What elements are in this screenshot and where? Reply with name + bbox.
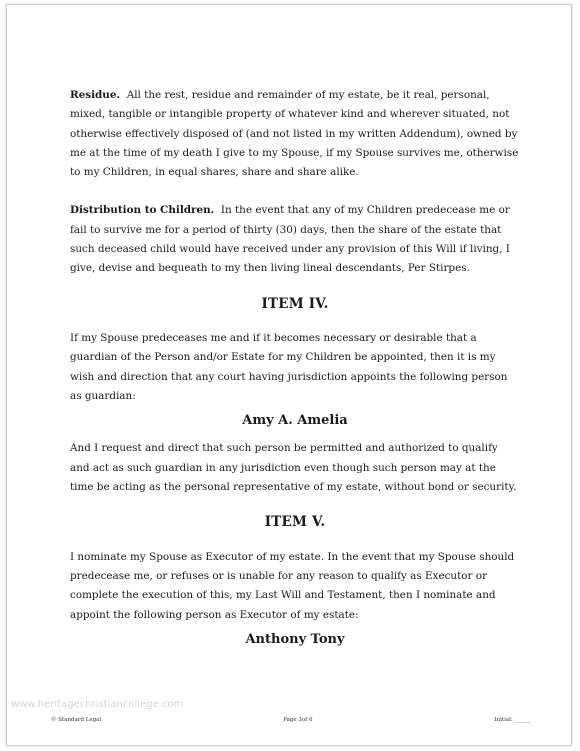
guardian-authority-paragraph: And I request and direct that such person be permitted and authorized to qualify and act as such guardian in any jurisdiction even though such person may at the time be acting as the personal representative of my estate, without bond or security. [70, 442, 517, 494]
guardian-paragraph: If my Spouse predeceases me and if it becomes necessary or desirable that a guardian of the Person and/or Estate for my Children be appointed, then it is my wish and direction that any court having jurisdiction appoints the following person as guardian: [70, 331, 508, 402]
watermark: www.heritagechristiancollege.com [11, 699, 184, 710]
guardian-name: Amy A. Amelia [242, 413, 348, 429]
distribution-text: In the event that any of my Children predecease me or fail to survive me for a period of thirty (30) days, then the share of the estate that such deceased child would have received under any provision of this Will if living, I give, devise and bequeath to my then living lineal descendants, Per Stirpes. [70, 204, 510, 275]
distribution-heading: Distribution to Children. [70, 204, 215, 217]
item-iv-heading: ITEM IV. [261, 295, 329, 312]
residue-heading: Residue. [70, 89, 121, 101]
document-page [6, 4, 572, 746]
residue-text: All the rest, residue and remainder of my estate, be it real, personal, mixed, tangible or intangible property of whatever kind and wherever situated, not otherwise effectively disposed of (and not listed in my written Addendum), owned by me at the time of my death I give to my Spouse, if my Spouse survives me, otherwise to my Children, in equal shares, share and share alike. [70, 89, 519, 179]
page-footer [51, 717, 531, 723]
executor-name: Anthony Tony [245, 631, 345, 647]
item-v-heading: ITEM V. [264, 514, 326, 531]
residue-paragraph [70, 86, 520, 182]
footer-copyright: © Standard Legal [51, 717, 102, 723]
document-body [70, 86, 520, 658]
footer-initial: Initial: ______ [494, 717, 531, 723]
executor-paragraph: I nominate my Spouse as Executor of my estate. In the event that my Spouse should predecease me, or refuses or is unable for any reason to qualify as Executor or complete the execution of this, my Last Will and Testament, then I nominate and appoint the following person as Executor of my estate: [70, 550, 515, 621]
distribution-paragraph [70, 201, 520, 278]
footer-page-number: Page 3of 6 [283, 717, 313, 723]
